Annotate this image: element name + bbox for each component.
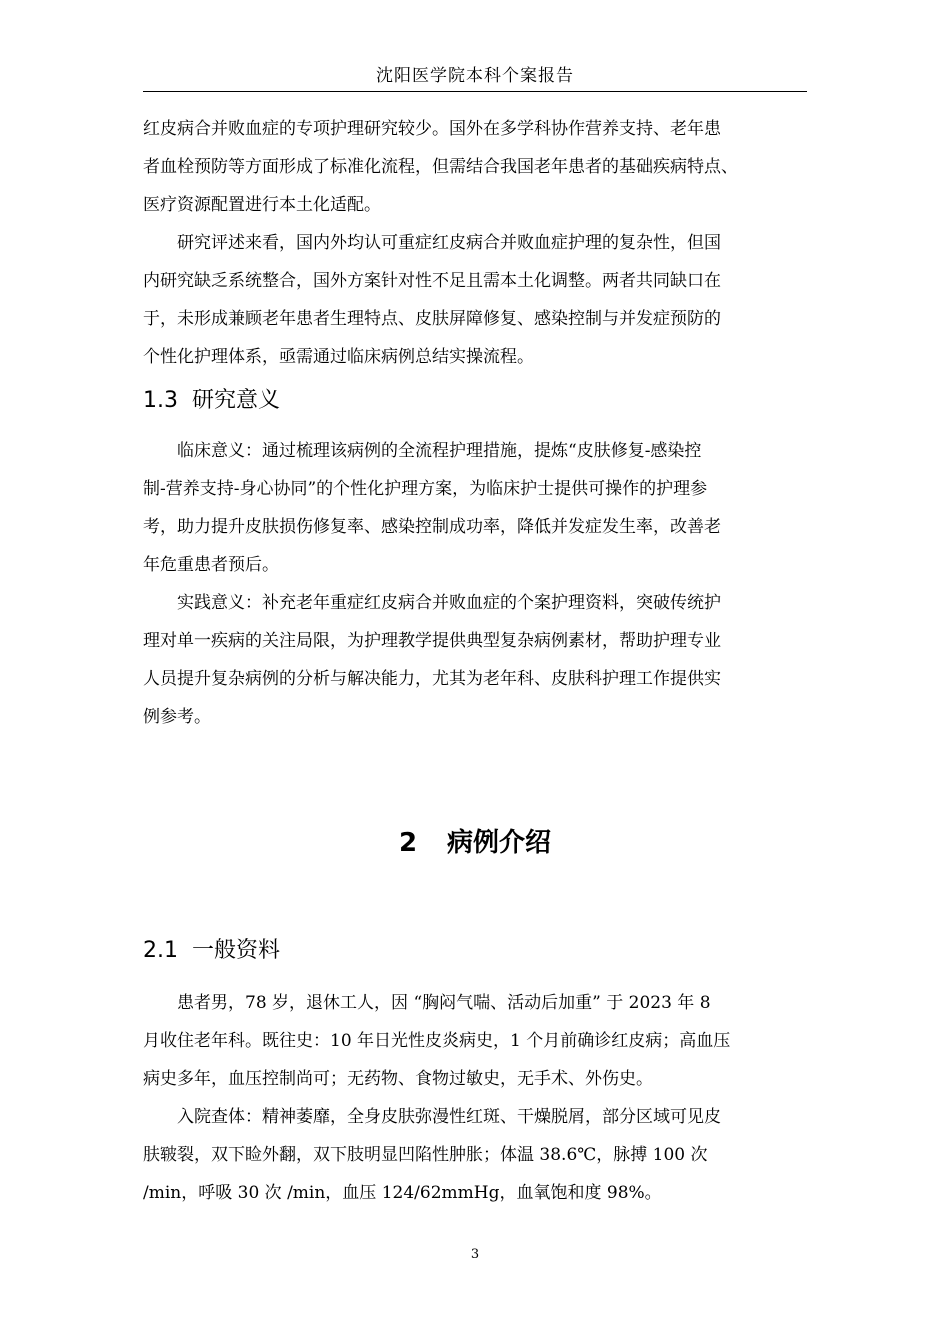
section-heading-2-1 [143, 936, 280, 966]
chapter-number: 2 [398, 828, 418, 858]
chapter-heading-2 [0, 826, 950, 860]
paragraph-clinical-significance [143, 432, 807, 584]
text-line: /min，呼吸 30 次 /min，血压 124/62mmHg，血氧饱和度 98%。 [143, 1183, 662, 1203]
paragraph-practical-significance [143, 584, 807, 736]
text-line: 月收住老年科。既往史：10 年日光性皮炎病史，1 个月前确诊红皮病；高血压 [143, 1031, 731, 1051]
text-line: 入院查体：精神萎靡，全身皮肤弥漫性红斑、干燥脱屑，部分区域可见皮 [177, 1107, 721, 1127]
text-line: 临床意义：通过梳理该病例的全流程护理措施，提炼“皮肤修复-感染控 [177, 441, 702, 461]
text-line: 人员提升复杂病例的分析与解决能力，尤其为老年科、皮肤科护理工作提供实 [143, 669, 721, 689]
text-line: 红皮病合并败血症的专项护理研究较少。国外在多学科协作营养支持、老年患 [143, 119, 721, 139]
section-title: 一般资料 [192, 938, 281, 963]
text-line: 者血栓预防等方面形成了标准化流程，但需结合我国老年患者的基础疾病特点、 [143, 157, 738, 177]
text-line: 病史多年，血压控制尚可；无药物、食物过敏史，无手术、外伤史。 [143, 1069, 653, 1089]
text-line: 患者男，78 岁，退休工人，因 “胸闷气喘、活动后加重” 于 2023 年 8 [177, 993, 711, 1013]
text-line: 研究评述来看，国内外均认可重症红皮病合并败血症护理的复杂性，但国 [177, 233, 721, 253]
text-line: 医疗资源配置进行本土化适配。 [143, 195, 381, 215]
text-line: 考，助力提升皮肤损伤修复率、感染控制成功率，降低并发症发生率，改善老 [143, 517, 721, 537]
text-line: 例参考。 [143, 707, 211, 727]
text-line: 于，未形成兼顾老年患者生理特点、皮肤屏障修复、感染控制与并发症预防的 [143, 309, 721, 329]
paragraph-review-summary [143, 224, 807, 376]
section-number: 1.3 [143, 388, 178, 413]
text-line: 肤皲裂，双下睑外翻，双下肢明显凹陷性肿胀；体温 38.6℃，脉搏 100 次 [143, 1145, 708, 1165]
text-line: 年危重患者预后。 [143, 555, 279, 575]
header-rule [143, 91, 807, 92]
section-number: 2.1 [143, 938, 178, 963]
text-line: 理对单一疾病的关注局限，为护理教学提供典型复杂病例素材，帮助护理专业 [143, 631, 721, 651]
page-number: 3 [470, 1247, 480, 1262]
paragraph-admission-exam [143, 1098, 807, 1212]
chapter-title: 病例介绍 [447, 828, 552, 858]
text-line: 个性化护理体系，亟需通过临床病例总结实操流程。 [143, 347, 534, 367]
text-line: 实践意义：补充老年重症红皮病合并败血症的个案护理资料，突破传统护 [177, 593, 721, 613]
text-line: 制-营养支持-身心协同”的个性化护理方案，为临床护士提供可操作的护理参 [143, 479, 708, 499]
section-title: 研究意义 [192, 388, 281, 413]
paragraph-patient-history [143, 984, 807, 1098]
text-line: 内研究缺乏系统整合，国外方案针对性不足且需本土化调整。两者共同缺口在 [143, 271, 721, 291]
paragraph-continuation [143, 110, 807, 224]
section-heading-1-3 [143, 386, 280, 416]
page-header-title: 沈阳医学院本科个案报告 [376, 66, 574, 86]
